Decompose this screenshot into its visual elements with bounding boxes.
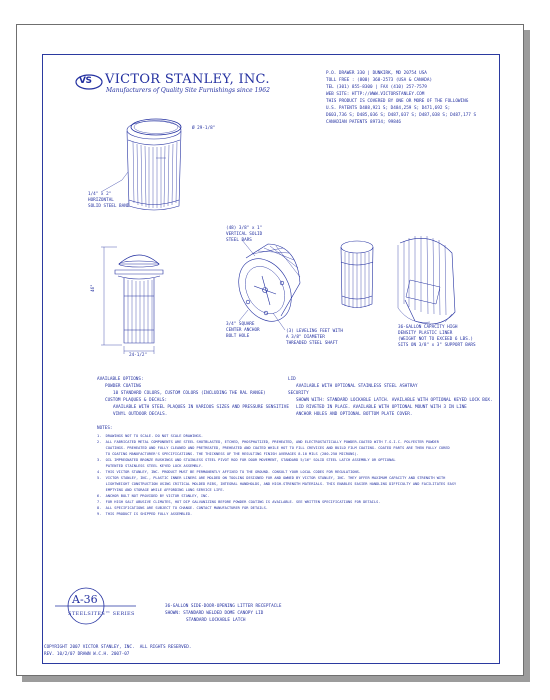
- note-line: TO COATING MANUFACTURER'S SPECIFICATIONS. THE THICKNESS OF THE RESULTING FINISH AVERAGES 8-10 MILS (200-250 MICRONS).: [97, 452, 359, 456]
- company-tagline: Manufacturers of Quality Site Furnishings since 1962: [106, 87, 270, 94]
- note-line: 4. THIS VICTOR STANLEY, INC. PRODUCT MUST BE PERMANENTLY AFFIXED TO THE GROUND. CONSULT YOUR LOCAL CODES FOR REGULATIONS.: [97, 470, 361, 474]
- company-phone: TEL (301) 855-8300 | FAX (410) 257-7579: [326, 85, 427, 90]
- bars-callout-2: VERTICAL SOLID: [226, 232, 263, 237]
- bars-callout-3: STEEL BARS: [226, 238, 252, 243]
- patent-line-4: CANADIAN PATENTS 89734; 99846: [326, 120, 402, 125]
- company-toll-free: TOLL FREE : (800) 368-2573 (USA & CANADA): [326, 78, 433, 83]
- note-line: 6. ANCHOR BOLT NOT PROVIDED BY VICTOR STANLEY, INC.: [97, 494, 210, 498]
- liner-callout-2: DENSITY PLASTIC LINER: [398, 331, 453, 336]
- security-title: SECURITY: [288, 391, 309, 396]
- security-line-1: SHOWN WITH: STANDARD LOCKABLE LATCH. AVAILABLE WITH OPTIONAL KEYED LOCK BOX.: [296, 398, 493, 403]
- lid-detail: AVAILABLE WITH OPTIONAL STAINLESS STEEL ASHTRAY: [296, 384, 418, 389]
- lid-title: LID: [288, 377, 296, 382]
- note-line: EMPTYING AND STORAGE WHILE AFFORDING LONG SERVICE LIFE.: [97, 488, 225, 492]
- options-powder: POWDER COATING: [105, 384, 142, 389]
- note-line: 7. FOR HIGH SALT ABUSIVE CLIMATES, HOT DIP GALVANIZING BEFORE POWDER COATING IS AVAILABLE. SEE WRITTEN SPECIFICATIONS FOR DETAILS.: [97, 500, 381, 504]
- notes-title: NOTES:: [97, 426, 113, 431]
- band-callout-3: SOLID STEEL BAND: [88, 204, 130, 209]
- company-name: VICTOR STANLEY, INC.: [105, 72, 270, 87]
- company-address: P.O. DRAWER 330 | DUNKIRK, MD 20754 USA: [326, 71, 427, 76]
- note-line: 5. VICTOR STANLEY, INC., PLASTIC INNER LINERS ARE MOLDED ON TOOLING DESIGNED FOR AND OWNED BY VICTOR STANLEY, INC. THEY OFFER MAXIMUM CAPACITY AND STRENGTH WITH: [97, 476, 446, 480]
- note-line: 2. ALL FABRICATED METAL COMPONENTS ARE STEEL SHOTBLASTED, ETCHED, PHOSPHATIZED, PREHEATED, AND ELECTROSTATICALLY POWDER-COATED WITH T.G.I.C. POLYESTER POWDER: [97, 440, 439, 444]
- bars-callout-1: (48) 3/8" x 1": [226, 226, 263, 231]
- open-door-drawing: [341, 236, 455, 324]
- front-elevation-drawing: [127, 121, 181, 210]
- patent-line-2: U.S. PATENTS D488,921 S; D484,259 S; D471,692 S;: [326, 106, 451, 111]
- side-elevation-drawing: [101, 247, 163, 354]
- patent-line-3: D603,736 S; D485,036 S; D487,037 S; D487,038 S; D487,177 S: [326, 113, 477, 118]
- feet-callout-1: (3) LEVELING FEET WITH: [286, 329, 343, 334]
- options-powder-detail: 10 STANDARD COLORS, CUSTOM COLORS (INCLUDING THE RAL RANGE): [113, 391, 266, 396]
- options-custom-detail-1: AVAILABLE WITH STEEL PLAQUES IN VARIOUS SIZES AND PRESSURE SENSITIVE: [113, 405, 289, 410]
- company-web: WEB SITE: HTTP://WWW.VICTORSTANLEY.COM: [326, 92, 425, 97]
- band-callout-2: HORIZONTAL: [88, 198, 114, 203]
- anchor-callout-3: BOLT HOLE: [226, 334, 250, 339]
- note-line: 3. OIL IMPREGNATED BRONZE BUSHINGS AND STAINLESS STEEL PIVOT ROD FOR DOOR MOVEMENT, STANDARD 5/16" SOLID STEEL LATCH ASSEMBLY OR OPTIONAL: [97, 458, 396, 462]
- options-custom-detail-2: VINYL OUTDOOR DECALS.: [113, 412, 168, 417]
- note-line: COATINGS. PREHEATED AND FULLY CLEANED AND PRETREATED, PREHEATED AND COATED WHILE HOT TO FILL CREVICES AND BUILD FILM COATING. COATED PARTS ARE THEN FULLY CURED: [97, 446, 450, 450]
- underside-iso-drawing: [228, 244, 301, 330]
- sheet-number: A-36: [72, 593, 98, 606]
- title-desc-2: SHOWN: STANDARD WELDED DOME CANOPY LID: [165, 611, 264, 616]
- anchor-callout-2: CENTER ANCHOR: [226, 328, 260, 333]
- diameter-callout: Ø 29-1/8": [192, 126, 216, 131]
- security-line-2: LID RIVETED IN PLACE. AVAILABLE WITH OPTIONAL MOUNT WITH 3 IN LINE: [296, 405, 467, 410]
- note-line: 1. DRAWINGS NOT TO SCALE. DO NOT SCALE DRAWINGS.: [97, 434, 204, 438]
- liner-callout-1: 36-GALLON CAPACITY HIGH: [398, 325, 458, 330]
- revision-text: REV. 10/2/07 DRAWN W.C.H. 2007-07: [44, 652, 130, 657]
- logo-text: VS: [79, 76, 92, 86]
- title-desc-3: STANDARD LOCKABLE LATCH: [186, 618, 246, 623]
- height-dimension: 46": [91, 284, 96, 292]
- liner-callout-3: (WEIGHT NOT TO EXCEED 6 LBS.): [398, 337, 474, 342]
- options-custom: CUSTOM PLAQUES & DECALS:: [105, 398, 168, 403]
- security-line-3: ANCHOR HOLES AND OPTIONAL BOTTOM PLATE COVER.: [296, 412, 413, 417]
- band-callout-1: 1/4" x 2": [88, 192, 112, 197]
- copyright-text: COPYRIGHT 2007 VICTOR STANLEY, INC. ALL RIGHTS RESERVED.: [44, 645, 192, 650]
- width-dimension: 24-1/2": [129, 353, 148, 358]
- series-name: STEELSITES™ SERIES: [68, 611, 135, 617]
- liner-callout-4: SITS ON 3/8" x 3" SUPPORT BARS: [398, 343, 476, 348]
- note-line: LIGHTWEIGHT CONSTRUCTION USING CRITICAL MOLDED RIBS, INTEGRAL HANDHOLDS, AND HIGH-STRENGTH MATERIALS. THIS ENABLES EASIER HANDLING DIFFICULTY AND FACILITATES EASY: [97, 482, 457, 486]
- title-desc-1: 36-GALLON SIDE-DOOR-OPENING LITTER RECEPTACLE: [165, 604, 282, 609]
- note-line: 8. ALL SPECIFICATIONS ARE SUBJECT TO CHANGE. CONTACT MANUFACTURER FOR DETAILS.: [97, 506, 268, 510]
- options-title: AVAILABLE OPTIONS:: [97, 377, 144, 382]
- feet-callout-3: THREADED STEEL SHAFT: [286, 341, 338, 346]
- note-line: 9. THIS PRODUCT IS SHIPPED FULLY ASSEMBLED.: [97, 512, 193, 516]
- patent-line-1: THIS PRODUCT IS COVERED BY ONE OR MORE OF THE FOLLOWING: [326, 99, 469, 104]
- note-line: PATENTED STAINLESS STEEL KEYED LOCK ASSEMBLY.: [97, 464, 204, 468]
- plan-view-drawing: [131, 119, 181, 135]
- feet-callout-2: A 3/8" DIAMETER: [286, 335, 325, 340]
- anchor-callout-1: 3/4" SQUARE: [226, 322, 255, 327]
